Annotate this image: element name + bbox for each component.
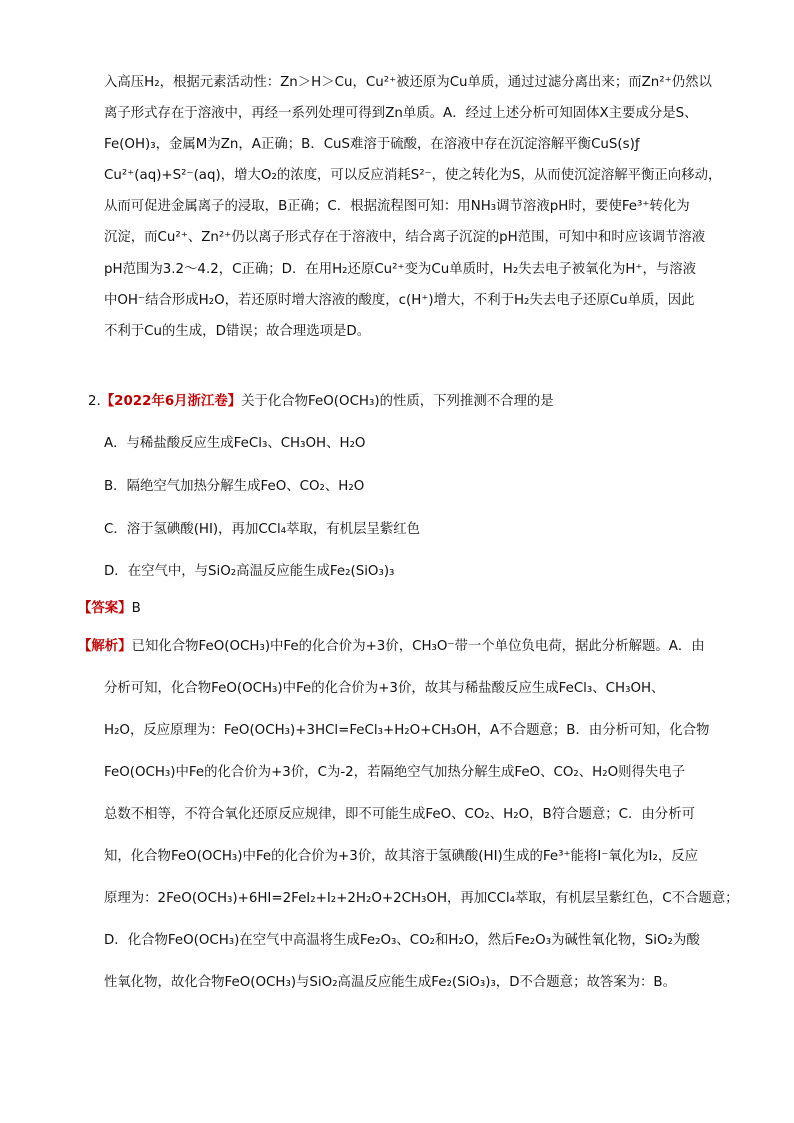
answer-value: B <box>131 601 141 616</box>
analysis-line7: 原理为：2FeO(OCH₃)+6HI=2FeI₂+I₂+2H₂O+2CH₃OH，再加CCl₄萃取，有机层呈紫红色，C不合题意； <box>104 891 739 906</box>
option-b: B．隔绝空气加热分解生成FeO、CO₂、H₂O <box>104 479 365 494</box>
answer-line <box>78 599 141 619</box>
analysis-line2: 分析可知，化合物FeO(OCH₃)中Fe的化合价为+3价，故其与稀盐酸反应生成FeCl₃、CH₃OH、 <box>104 681 665 696</box>
analysis-line9: 性氧化物，故化合物FeO(OCH₃)与SiO₂高温反应能生成Fe₂(SiO₃)₃，D不合题意；故答案为：B。 <box>104 975 676 990</box>
analysis-line1 <box>78 637 705 657</box>
paragraph1-line1: 入高压H₂，根据元素活动性：Zn＞H＞Cu，Cu²⁺被还原为Cu单质，通过过滤分离出来；而Zn²⁺仍然以 <box>104 75 712 90</box>
paragraph1-line3: Fe(OH)₃，金属M为Zn，A正确；B．CuS难溶于硫酸，在溶液中存在沉淀溶解平衡CuS(s)ƒ <box>104 137 640 152</box>
analysis-tag: 【解析】 <box>78 639 132 654</box>
question2-stem-line <box>88 392 554 412</box>
paragraph1-line7: pH范围为3.2～4.2，C正确；D．在用H₂还原Cu²⁺变为Cu单质时，H₂失去电子被氧化为H⁺，与溶液 <box>104 262 697 277</box>
paragraph1-line5: 从而可促进金属离子的浸取，B正确；C．根据流程图可知：用NH₃调节溶液pH时，要使Fe³⁺转化为 <box>104 199 690 214</box>
paragraph1-line4: Cu²⁺(aq)+S²⁻(aq)，增大O₂的浓度，可以反应消耗S²⁻，使之转化为S，从而使沉淀溶解平衡正向移动， <box>104 168 722 183</box>
analysis-line4: FeO(OCH₃)中Fe的化合价为+3价，C为-2，若隔绝空气加热分解生成FeO、CO₂、H₂O则得失电子 <box>104 765 686 780</box>
paragraph1-line2: 离子形式存在于溶液中，再经一系列处理可得到Zn单质。A．经过上述分析可知固体X主要成分是S、 <box>104 106 698 121</box>
paragraph1-line6: 沉淀，而Cu²⁺、Zn²⁺仍以离子形式存在于溶液中，结合离子沉淀的pH范围，可知中和时应该调节溶液 <box>104 230 706 245</box>
answer-tag: 【答案】 <box>78 601 132 616</box>
paragraph1-line8: 中OH⁻结合形成H₂O，若还原时增大溶液的酸度，c(H⁺)增大，不利于H₂失去电子还原Cu单质，因此 <box>104 293 695 308</box>
paragraph1-line9: 不利于Cu的生成，D错误；故合理选项是D。 <box>104 324 371 339</box>
question-stem: 关于化合物FeO(OCH₃)的性质，下列推测不合理的是 <box>241 394 554 409</box>
analysis-line8: D．化合物FeO(OCH₃)在空气中高温将生成Fe₂O₃、CO₂和H₂O，然后Fe₂O₃为碱性氧化物，SiO₂为酸 <box>104 933 700 948</box>
analysis-line3: H₂O，反应原理为：FeO(OCH₃)+3HCl=FeCl₃+H₂O+CH₃OH，A不合题意；B．由分析可知，化合物 <box>104 723 710 738</box>
option-c: C．溶于氢碘酸(HI)，再加CCl₄萃取，有机层呈紫红色 <box>104 522 421 537</box>
analysis-line5: 总数不相等，不符合氧化还原反应规律，即不可能生成FeO、CO₂、H₂O，B符合题意；C．由分析可 <box>104 807 695 822</box>
option-d: D．在空气中，与SiO₂高温反应能生成Fe₂(SiO₃)₃ <box>104 564 395 579</box>
analysis-line6: 知，化合物FeO(OCH₃)中Fe的化合价为+3价，故其溶于氢碘酸(HI)生成的Fe³⁺能将I⁻氧化为I₂，反应 <box>104 849 699 864</box>
option-a: A．与稀盐酸反应生成FeCl₃、CH₃OH、H₂O <box>104 436 366 451</box>
analysis-text-1: 已知化合物FeO(OCH₃)中Fe的化合价为+3价，CH₃O⁻带一个单位负电荷，据此分析解题。A．由 <box>131 639 705 654</box>
question-source: 【2022年6月浙江卷】 <box>100 394 242 409</box>
question-number: 2. <box>88 394 101 409</box>
